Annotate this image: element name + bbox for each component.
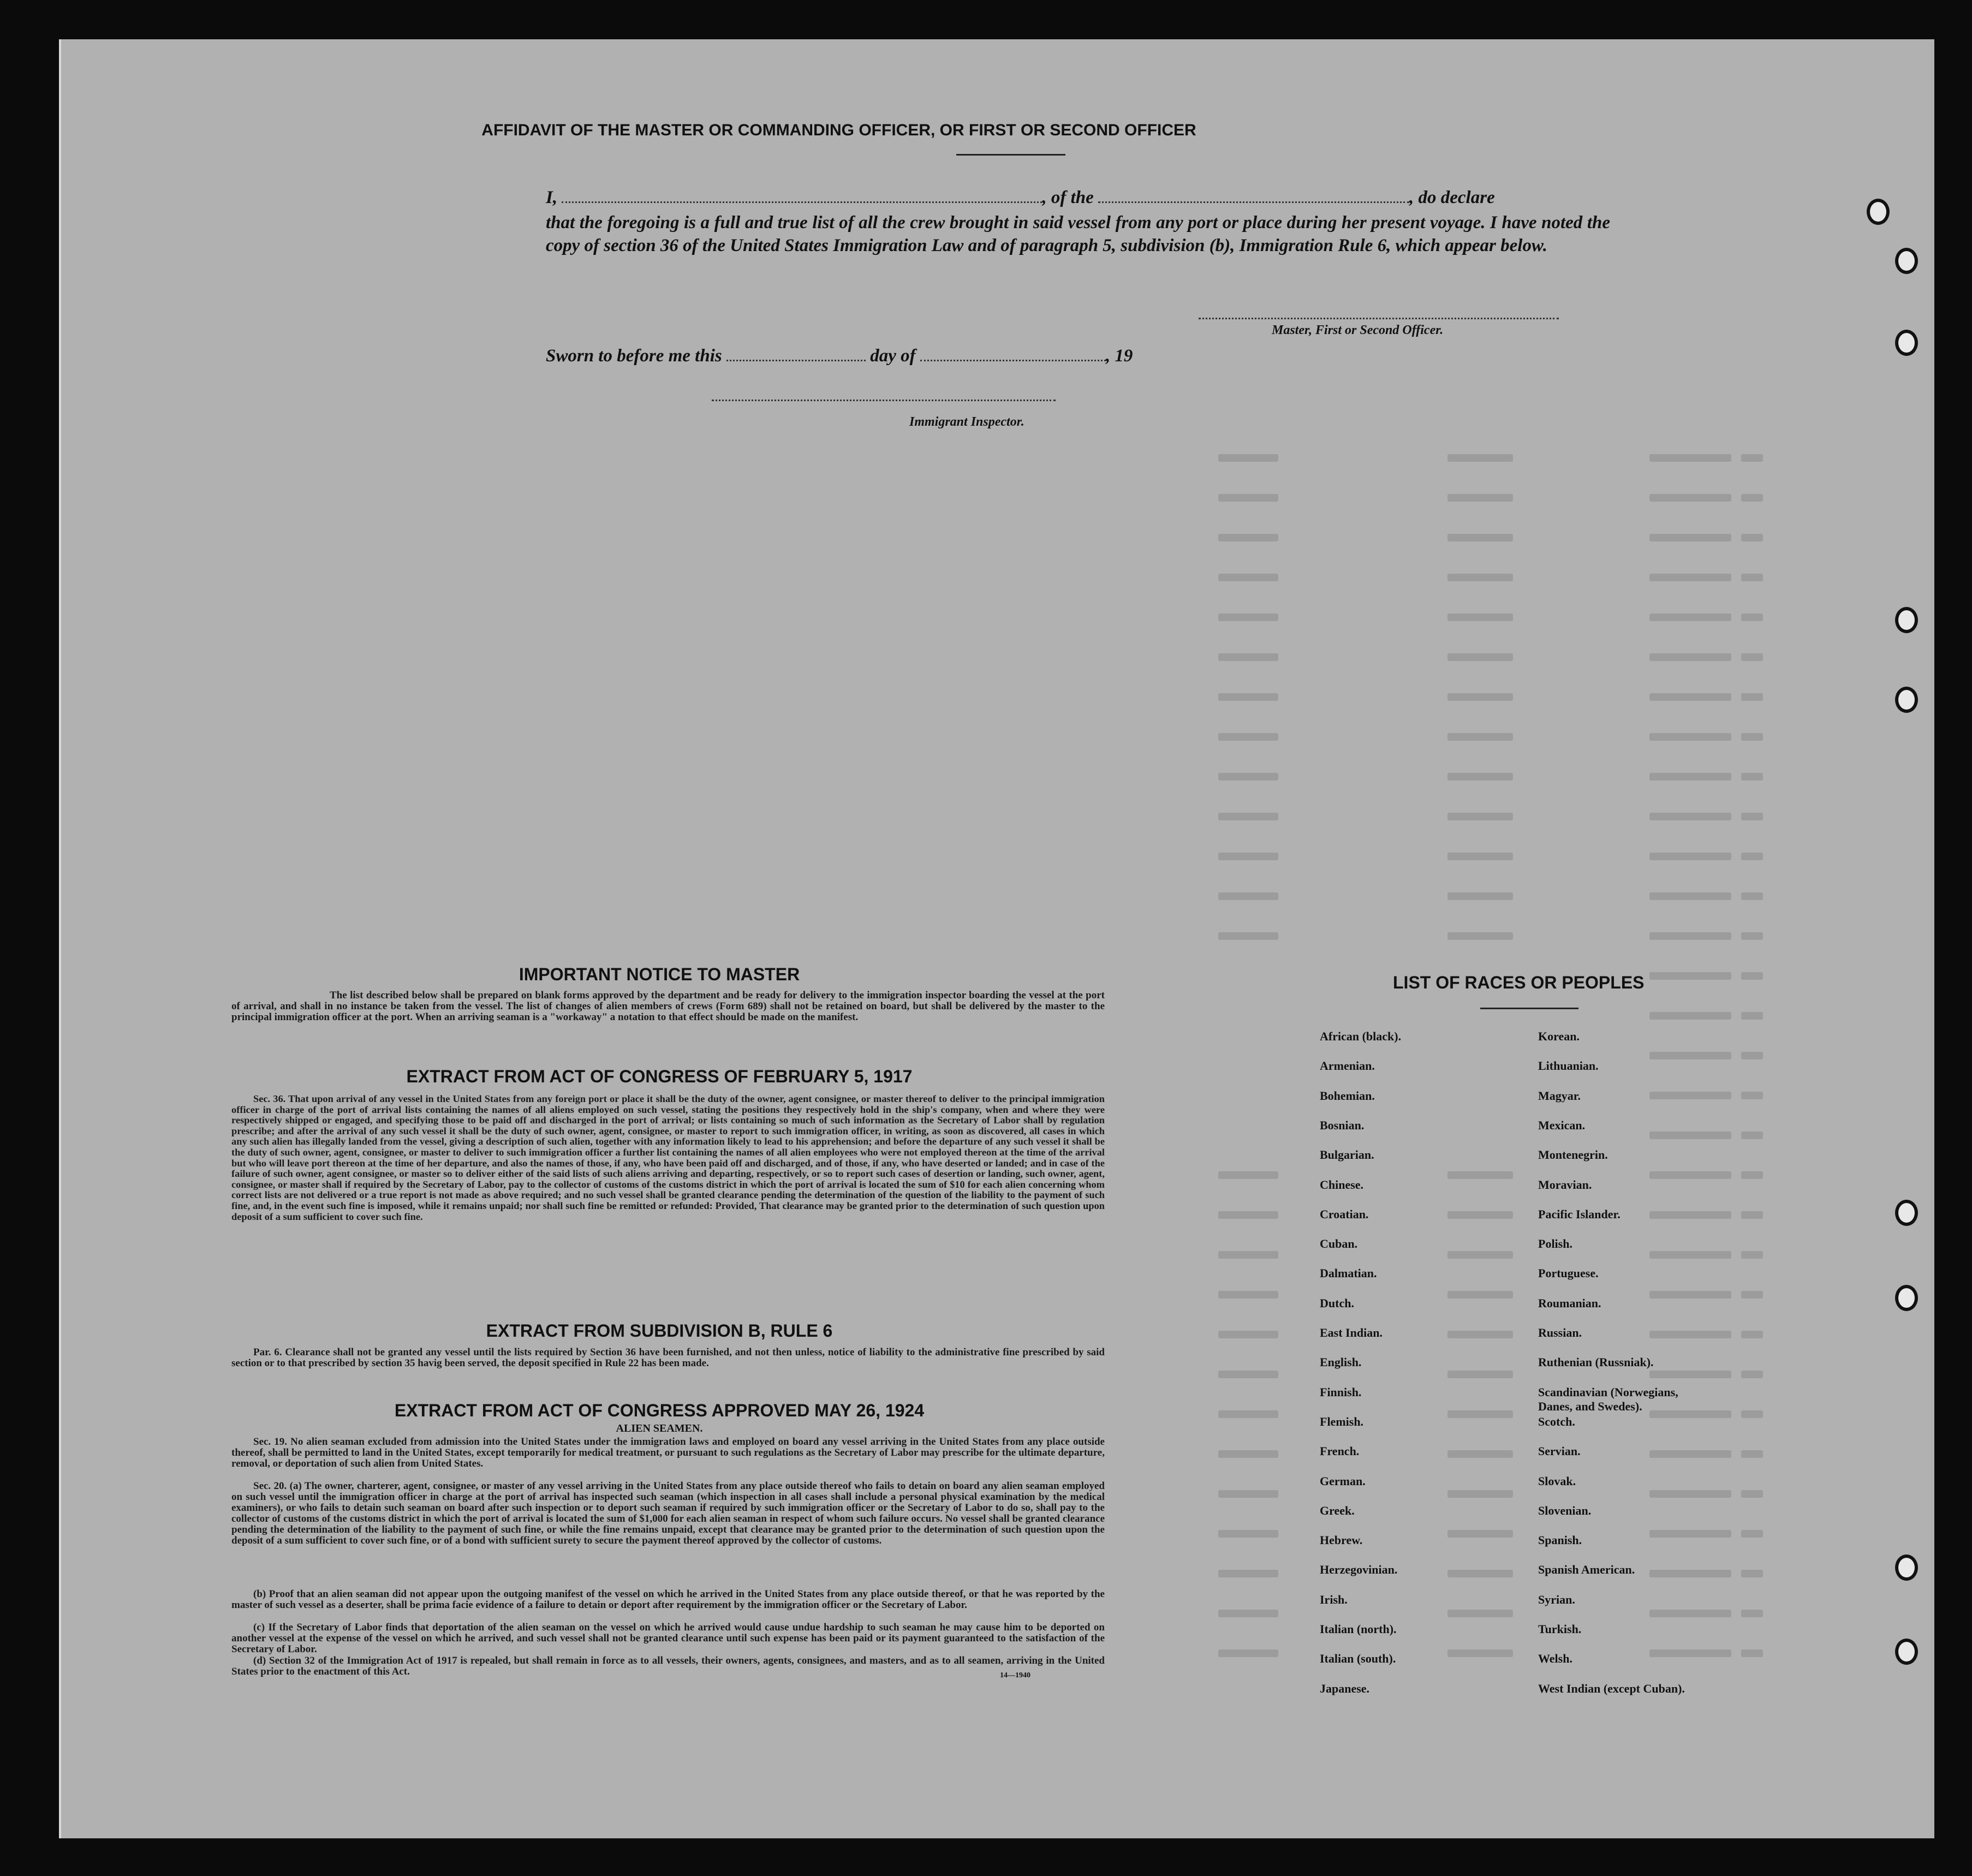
- ghost-mark: [1447, 1171, 1513, 1179]
- race-entry: Flemish.: [1320, 1414, 1364, 1428]
- title-rule: [956, 154, 1065, 156]
- sworn-day-of: day of: [870, 346, 916, 366]
- ghost-mark: [1741, 1649, 1763, 1657]
- ghost-mark: [1649, 454, 1731, 462]
- ghost-mark: [1447, 1649, 1513, 1657]
- ghost-mark: [1447, 1251, 1513, 1259]
- sworn-year: , 19: [1105, 346, 1133, 366]
- ghost-mark: [1741, 932, 1763, 940]
- ghost-mark: [1741, 1570, 1763, 1577]
- race-entry: Polish.: [1538, 1237, 1572, 1251]
- race-entry: Dutch.: [1320, 1296, 1354, 1310]
- ghost-mark: [1649, 1530, 1731, 1538]
- race-entry: Armenian.: [1320, 1059, 1375, 1073]
- affidavit-of-the: , of the: [1042, 188, 1094, 207]
- binder-hole-icon: [1895, 1639, 1918, 1665]
- race-entry: Slovak.: [1538, 1474, 1576, 1488]
- ghost-mark: [1649, 1490, 1731, 1498]
- binder-hole-icon: [1895, 1200, 1918, 1226]
- inspector-signature-blank: [712, 400, 1056, 401]
- ghost-mark: [1649, 853, 1731, 860]
- ghost-mark: [1649, 733, 1731, 741]
- binder-hole-icon: [1895, 607, 1918, 633]
- alien-seamen-subtitle: ALIEN SEAMEN.: [616, 1422, 703, 1434]
- ghost-mark: [1447, 1410, 1513, 1418]
- race-entry: Spanish.: [1538, 1533, 1582, 1547]
- ghost-mark: [1447, 614, 1513, 621]
- ghost-mark: [1741, 1371, 1763, 1378]
- ghost-mark: [1218, 614, 1278, 621]
- ghost-mark: [1218, 1410, 1278, 1418]
- ghost-mark: [1741, 733, 1763, 741]
- act-1924-sec19: Sec. 19. No alien seaman excluded from admission into the United States under the immigration laws and employed on board any vessel arriving in the United States from any place outside thereof, shall be permitted to land in the United States, except temporarily for medical treatment, or pursuant to such regulations as the Secretary of Labor may prescribe for the ultimate departure, removal, or deportation of such alien from United States.: [231, 1436, 1105, 1469]
- notice-title: IMPORTANT NOTICE TO MASTER: [519, 964, 800, 984]
- ghost-mark: [1649, 1291, 1731, 1299]
- ghost-mark: [1741, 1131, 1763, 1139]
- ghost-mark: [1447, 693, 1513, 701]
- ghost-mark: [1741, 972, 1763, 980]
- ghost-mark: [1649, 972, 1731, 980]
- race-entry: East Indian.: [1320, 1326, 1383, 1339]
- ghost-mark: [1218, 1171, 1278, 1179]
- ghost-mark: [1218, 1610, 1278, 1617]
- ghost-mark: [1649, 1251, 1731, 1259]
- inspector-caption: Immigrant Inspector.: [909, 415, 1024, 429]
- ghost-mark: [1741, 1331, 1763, 1338]
- race-entry: Italian (north).: [1320, 1622, 1397, 1636]
- ghost-mark: [1741, 1052, 1763, 1059]
- race-entry: West Indian (except Cuban).: [1538, 1681, 1685, 1695]
- master-caption: Master, First or Second Officer.: [1272, 323, 1444, 337]
- extract-1917-title: EXTRACT FROM ACT OF CONGRESS OF FEBRUARY 5, 1917: [406, 1067, 913, 1086]
- race-entry: Chinese.: [1320, 1177, 1364, 1192]
- ghost-mark: [1649, 1649, 1731, 1657]
- ghost-mark: [1218, 733, 1278, 741]
- form-number: 14—1940: [1000, 1671, 1030, 1680]
- ghost-mark: [1741, 614, 1763, 621]
- ghost-mark: [1218, 534, 1278, 541]
- ghost-mark: [1741, 693, 1763, 701]
- ghost-mark: [1649, 1171, 1731, 1179]
- affidavit-body: that the foregoing is a full and true list of all the crew brought in said vessel from any port or place during her present voyage. I have noted the copy of section 36 of the United States Immigration Law and of paragraph 5, subdivision (b), Immigration Rule 6, which appear below.: [546, 213, 1610, 255]
- race-entry: Bulgarian.: [1320, 1148, 1374, 1162]
- race-entry: Pacific Islander.: [1538, 1207, 1621, 1221]
- ghost-mark: [1741, 1251, 1763, 1259]
- race-entry: Greek.: [1320, 1503, 1355, 1517]
- ghost-mark: [1447, 1371, 1513, 1378]
- sworn-line: [546, 346, 1133, 366]
- race-entry: Bohemian.: [1320, 1088, 1375, 1103]
- affidavit-declare: , do declare: [1409, 188, 1495, 207]
- ghost-mark: [1649, 932, 1731, 940]
- ghost-mark: [1649, 892, 1731, 900]
- act-1924-sec20b: (b) Proof that an alien seaman did not appear upon the outgoing manifest of the vessel on which he arrived in the United States from any place outside thereof, or that he was reported by the master of such vessel as a deserter, shall be prima facie evidence of a failure to detain or deport after requirement by the immigration officer or the Secretary of Labor.: [231, 1588, 1105, 1611]
- act-1924-title: EXTRACT FROM ACT OF CONGRESS APPROVED MAY 26, 1924: [394, 1401, 925, 1420]
- ghost-mark: [1741, 1171, 1763, 1179]
- race-entry: Servian.: [1538, 1444, 1581, 1458]
- affidavit-title: AFFIDAVIT OF THE MASTER OR COMMANDING OFFICER, OR FIRST OR SECOND OFFICER: [481, 121, 1196, 139]
- ghost-mark: [1447, 813, 1513, 820]
- race-entry: Cuban.: [1320, 1237, 1358, 1251]
- race-entry: French.: [1320, 1444, 1360, 1458]
- race-entry: Croatian.: [1320, 1207, 1369, 1221]
- race-entry: Finnish.: [1320, 1385, 1362, 1399]
- notice-body: The list described below shall be prepared on blank forms approved by the department and be ready for delivery to the immigration inspector boarding the vessel at the port of arrival, and shall in no instance be taken from the vessel. The list of changes of alien members of crews (Form 689) shall not be retained on board, but shall be delivered by the master to the principal immigration officer at the port. When an arriving seaman is a "workaway" a notation to that effect should be made on the manifest.: [231, 990, 1105, 1023]
- rule6-title: EXTRACT FROM SUBDIVISION B, RULE 6: [486, 1321, 833, 1341]
- ghost-mark: [1741, 454, 1763, 462]
- race-entry: Turkish.: [1538, 1622, 1582, 1636]
- sworn-month-blank: [920, 347, 1106, 361]
- binder-hole-icon: [1895, 1285, 1918, 1311]
- race-entry: Montenegrin.: [1538, 1148, 1608, 1162]
- act-1924-sec20c: (c) If the Secretary of Labor finds that deportation of the alien seaman on the vessel on which he arrived would cause undue hardship to such seaman he may cause him to be deported on another vessel at the expense of the vessel on which he arrived, and such vessel shall not be granted clearance until such expense has been paid or its payment guaranteed to the satisfaction of the Secretary of Labor.: [231, 1622, 1105, 1655]
- ghost-mark: [1741, 494, 1763, 502]
- race-entry: Portuguese.: [1538, 1266, 1599, 1281]
- ghost-mark: [1741, 1291, 1763, 1299]
- ghost-mark: [1649, 813, 1731, 820]
- binder-hole-icon: [1895, 330, 1918, 356]
- race-entry: Mexican.: [1538, 1118, 1586, 1132]
- ghost-mark: [1447, 1211, 1513, 1219]
- ghost-mark: [1218, 574, 1278, 581]
- manifest-page: [59, 39, 1934, 1838]
- race-entry: Italian (south).: [1320, 1652, 1396, 1666]
- ghost-mark: [1741, 1610, 1763, 1617]
- race-entry: Syrian.: [1538, 1592, 1575, 1606]
- ghost-mark: [1649, 574, 1731, 581]
- ghost-mark: [1649, 693, 1731, 701]
- ghost-mark: [1649, 1570, 1731, 1577]
- race-entry: Scotch.: [1538, 1414, 1575, 1428]
- race-entry: Bosnian.: [1320, 1118, 1365, 1132]
- ghost-mark: [1741, 773, 1763, 781]
- ghost-mark: [1447, 932, 1513, 940]
- ghost-mark: [1218, 932, 1278, 940]
- binder-hole-icon: [1895, 687, 1918, 713]
- ghost-mark: [1447, 534, 1513, 541]
- ghost-mark: [1649, 1371, 1731, 1378]
- sworn-day-blank: [726, 347, 866, 361]
- ghost-mark: [1447, 653, 1513, 661]
- ghost-mark: [1447, 1570, 1513, 1577]
- ghost-mark: [1649, 1450, 1731, 1458]
- ghost-mark: [1218, 1291, 1278, 1299]
- ghost-mark: [1218, 1450, 1278, 1458]
- ghost-mark: [1741, 813, 1763, 820]
- ghost-mark: [1741, 653, 1763, 661]
- ghost-mark: [1218, 494, 1278, 502]
- ghost-mark: [1741, 1092, 1763, 1099]
- ghost-mark: [1649, 1052, 1731, 1059]
- ghost-mark: [1649, 1211, 1731, 1219]
- race-entry: English.: [1320, 1355, 1362, 1369]
- races-rule: [1480, 1008, 1578, 1009]
- ghost-mark: [1649, 773, 1731, 781]
- ghost-mark: [1741, 534, 1763, 541]
- ghost-mark: [1447, 494, 1513, 502]
- ghost-mark: [1218, 813, 1278, 820]
- race-entry: German.: [1320, 1474, 1366, 1488]
- races-title: LIST OF RACES OR PEOPLES: [1393, 973, 1645, 992]
- race-entry: Dalmatian.: [1320, 1266, 1377, 1281]
- affidavit-line1: [546, 188, 1495, 208]
- ghost-mark: [1447, 773, 1513, 781]
- ghost-mark: [1741, 1012, 1763, 1020]
- ghost-mark: [1447, 1291, 1513, 1299]
- extract-1917-body: Sec. 36. That upon arrival of any vessel in the United States from any foreign port or place it shall be the duty of the owner, agent consignee, or master thereof to deliver to the principal immigration officer in charge of the port of arrival lists containing the names of all aliens employed on such vessel, stating the positions they respectively hold in the ship's company, when and where they were respectively shipped or engaged, and specifying those to be paid off and discharged in the port of arrival; or lists containing so much of such information as the Secretary of Labor shall by regulation prescribe; and after the arrival of any such vessel it shall be the duty of such owner, agent, consignee, or master to report to such immigration officer, in writing, as soon as discovered, all cases in which any such alien has illegally landed from the vessel, giving a description of such alien, together with any information likely to lead to his apprehension; and before the departure of any such vessel it shall be the duty of such owner, agent, consignee, or master to deliver to such immigration officer a further list containing the names of all alien employees who were not employed thereon at the time of the arrival but who will leave port thereon at the time of her departure, and also the names of those, if any, who have been paid off and discharged, and of those, if any, who have deserted or landed; and in case of the failure of such owner, agent consignee, or master so to deliver either of the said lists of such aliens arriving and departing, respectively, or so to report such cases of desertion or landing, such owner, agent, consignee, or master shall if required by the Secretary of Labor, pay to the collector of customs of the customs district in which the port of arrival is located the sum of $10 for each alien concerning whom correct lists are not delivered or a true report is not made as above required; and no such vessel shall be granted clearance pending the determination of the question of the liability to the payment of such fine, and, in the event such fine is imposed, while it remains unpaid; nor shall such fine be remitted or refunded: Provided, That clearance may be granted prior to the determination of such question upon deposit of a sum sufficient to cover such fine.: [231, 1093, 1105, 1222]
- race-entry: Spanish American.: [1538, 1563, 1635, 1577]
- ghost-mark: [1741, 1211, 1763, 1219]
- race-entry: Hebrew.: [1320, 1533, 1363, 1547]
- ghost-mark: [1218, 1251, 1278, 1259]
- ghost-mark: [1649, 534, 1731, 541]
- ghost-mark: [1218, 653, 1278, 661]
- ghost-mark: [1649, 1012, 1731, 1020]
- ghost-mark: [1218, 1570, 1278, 1577]
- race-entry: Japanese.: [1320, 1681, 1370, 1695]
- race-entry: Roumanian.: [1538, 1296, 1601, 1310]
- sworn-prefix: Sworn to before me this: [546, 346, 722, 366]
- ghost-mark: [1741, 574, 1763, 581]
- binder-hole-icon: [1895, 1555, 1918, 1581]
- binder-hole-icon: [1895, 248, 1918, 274]
- ghost-mark: [1447, 1530, 1513, 1538]
- race-entry: Magyar.: [1538, 1088, 1581, 1103]
- ghost-mark: [1741, 1410, 1763, 1418]
- ghost-mark: [1741, 1450, 1763, 1458]
- ghost-mark: [1649, 1131, 1731, 1139]
- race-entry: Russian.: [1538, 1326, 1582, 1339]
- rule6-body: Par. 6. Clearance shall not be granted any vessel until the lists required by Section 36 have been furnished, and not then unless, notice of liability to the administrative fine prescribed by said section or to that prescribed by section 35 havig been served, the deposit specified in Rule 22 has been made.: [231, 1347, 1105, 1369]
- ghost-mark: [1447, 733, 1513, 741]
- ghost-mark: [1218, 892, 1278, 900]
- master-signature-blank: [1199, 318, 1559, 319]
- act-1924-sec20d: (d) Section 32 of the Immigration Act of 1917 is repealed, but shall remain in force as to all vessels, their owners, agents, consignees, and masters, and as to all seamen, arriving in the United States prior to the enactment of this Act.: [231, 1655, 1105, 1677]
- ghost-mark: [1741, 853, 1763, 860]
- ghost-mark: [1741, 1490, 1763, 1498]
- ghost-mark: [1218, 1530, 1278, 1538]
- ghost-mark: [1741, 892, 1763, 900]
- name-blank: [562, 188, 1042, 203]
- race-entry: Slovenian.: [1538, 1503, 1592, 1517]
- ghost-mark: [1218, 454, 1278, 462]
- ghost-mark: [1649, 1092, 1731, 1099]
- race-entry: Lithuanian.: [1538, 1059, 1599, 1073]
- ghost-mark: [1218, 1211, 1278, 1219]
- ghost-mark: [1447, 1610, 1513, 1617]
- ghost-mark: [1447, 1490, 1513, 1498]
- vessel-blank: [1098, 188, 1409, 203]
- act-1924-sec20a: Sec. 20. (a) The owner, charterer, agent, consignee, or master of any vessel arriving in the United States from any place outside thereof who fails to detain on board any alien seaman employed on such vessel until the immigration officer in charge at the port of arrival has inspected such seaman (which inspection in all cases shall include a personal physical examination by the medical examiners), or who fails to detain such seaman on board after such inspection or to deport such seaman if required by such immigration officer or the Secretary of Labor to do so, shall pay to the collector of customs of the customs district in which the port of arrival is located the sum of $1,000 for each alien seaman in respect of whom such failure occurs. No vessel shall be granted clearance pending the determination of the liability to the payment of such fine, or while the fine remains unpaid, except that clearance may be granted prior to the determination of such question upon the deposit of a sum sufficient to cover such fine, or of a bond with sufficient surety to secure the payment thereof approved by the collector of customs.: [231, 1480, 1105, 1546]
- ghost-mark: [1447, 454, 1513, 462]
- ghost-mark: [1218, 1331, 1278, 1338]
- ghost-mark: [1649, 494, 1731, 502]
- ghost-mark: [1218, 773, 1278, 781]
- ghost-mark: [1218, 1490, 1278, 1498]
- race-entry: Irish.: [1320, 1592, 1348, 1606]
- ghost-mark: [1447, 1331, 1513, 1338]
- ghost-mark: [1218, 853, 1278, 860]
- ghost-mark: [1649, 653, 1731, 661]
- ghost-mark: [1649, 1610, 1731, 1617]
- ghost-mark: [1649, 1331, 1731, 1338]
- ghost-mark: [1218, 1371, 1278, 1378]
- race-entry: Herzegovinian.: [1320, 1563, 1398, 1577]
- ghost-mark: [1649, 614, 1731, 621]
- race-entry: Scandinavian (Norwegians, Danes, and Swedes).: [1538, 1385, 1678, 1413]
- ghost-mark: [1447, 574, 1513, 581]
- ghost-mark: [1218, 1649, 1278, 1657]
- ghost-mark: [1447, 853, 1513, 860]
- ghost-mark: [1741, 1530, 1763, 1538]
- race-entry: African (black).: [1320, 1029, 1402, 1043]
- race-entry: Moravian.: [1538, 1177, 1592, 1192]
- ghost-mark: [1447, 1450, 1513, 1458]
- ghost-mark: [1218, 693, 1278, 701]
- ghost-mark: [1447, 892, 1513, 900]
- race-entry: Welsh.: [1538, 1652, 1572, 1666]
- race-entry: Korean.: [1538, 1029, 1580, 1043]
- binder-hole-icon: [1867, 199, 1890, 225]
- affidavit-i: I,: [546, 188, 558, 207]
- race-entry: Ruthenian (Russniak).: [1538, 1355, 1654, 1369]
